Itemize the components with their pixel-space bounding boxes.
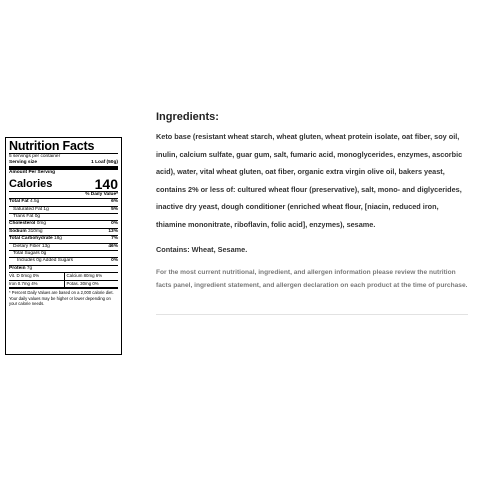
- nutrient-label: Total Sugars: [13, 251, 40, 257]
- nutrient-amount: 7g: [26, 265, 33, 271]
- nutrient-amount: 310mg: [27, 228, 43, 234]
- nutrient-amount: 18g: [53, 236, 62, 242]
- potassium: Potas. 30mg 0%: [64, 281, 119, 287]
- nutrient-row-total-sugars: [9, 250, 118, 257]
- ingredients-list: Keto base (resistant wheat starch, wheat gluten, wheat protein isolate, oat fiber, soy oil, inulin, calcium sulfate, guar gum, salt, fumaric acid, monoglycerides, enzymes, ascorbic acid), water, vital wheat gluten, oat fiber, organic extra virgin olive oil, bakers yeast, contains 2% or less of: cultured wheat flour (preservative), salt, mono- and diglycerides, inactive dry yeast, dough conditioner (enriched wheat flour, [niacin, reduced iron, thiamine mononitrate, riboflavin, folic acid], enzymes), sesame.: [156, 132, 463, 229]
- amount-per-serving-label: Amount Per Serving: [9, 170, 56, 176]
- nutrient-amount: 1g: [43, 206, 49, 212]
- nutrient-row-trans-fat: [9, 213, 118, 220]
- nutrient-dv: 5%: [111, 206, 118, 212]
- nutrient-amount: 4.5g: [29, 199, 40, 205]
- nutrient-label: Saturated Fat: [13, 206, 43, 212]
- nutrient-label: Dietary Fiber: [13, 243, 41, 249]
- nutrient-amount: 0g: [34, 214, 41, 220]
- nutrient-dv: 46%: [108, 243, 118, 249]
- nutrient-amount: 0mg: [36, 221, 47, 227]
- iron: Iron 0.7mg 4%: [9, 280, 38, 286]
- nutrition-facts-title: Nutrition Facts: [9, 139, 95, 153]
- nutrient-dv: 0%: [111, 258, 118, 264]
- nutrient-amount: 0g: [41, 251, 47, 257]
- nutrient-dv: 7%: [111, 236, 118, 242]
- nutrient-label: Total Fat: [9, 199, 29, 205]
- daily-value-header: % Daily Value*: [9, 191, 118, 198]
- nutrition-facts-panel: [5, 137, 122, 355]
- calories-label: Calories: [9, 177, 53, 190]
- nutrient-label: Trans Fat: [13, 214, 34, 220]
- nutrient-row-added-sugars: [9, 257, 118, 264]
- calories-value: 140: [94, 175, 118, 192]
- serving-size-value: 1 Loaf (50g): [91, 160, 118, 165]
- daily-value-footnote: * Percent Daily Values are based on a 2,000 calorie diet. Your daily values may be higher or lower depending on your calorie needs.: [9, 287, 118, 307]
- nutrient-dv: 0%: [111, 221, 118, 227]
- vitamin-row: [9, 280, 118, 287]
- nutrient-label: Protein: [9, 265, 26, 271]
- calories-row: [9, 177, 118, 191]
- nutrient-label: Total Carbohydrate: [9, 236, 53, 242]
- nutrient-row-saturated-fat: [9, 206, 118, 213]
- vitamin-row: [9, 272, 118, 279]
- allergen-statement: Contains: Wheat, Sesame.: [156, 244, 248, 254]
- nutrient-row-total-carbohydrate: [9, 235, 118, 242]
- vitamin-d: Vit. D 0mcg 0%: [9, 273, 40, 279]
- servings-per-container: 5 servings per container: [9, 153, 118, 160]
- nutrient-label: Cholesterol: [9, 221, 36, 227]
- nutrient-label: Includes 0g Added Sugars: [17, 258, 74, 264]
- ingredients-section: [156, 110, 468, 293]
- nutrient-row-sodium: [9, 228, 118, 235]
- nutrient-amount: 13g: [41, 243, 50, 249]
- ingredients-title: Ingredients:: [156, 111, 219, 123]
- nutrient-row-protein: [9, 265, 118, 272]
- divider: [156, 314, 468, 315]
- nutrient-label: Sodium: [9, 228, 27, 234]
- nutrient-dv: 13%: [108, 228, 118, 234]
- serving-size-label: Serving size: [9, 160, 37, 165]
- nutrition-disclaimer: For the most current nutritional, ingredient, and allergen information please review the nutrition facts panel, ingredient statement, and allergen declaration on each product at the time of purchase.: [156, 268, 468, 290]
- nutrient-dv: 6%: [111, 199, 118, 205]
- nutrient-row-cholesterol: [9, 220, 118, 227]
- nutrient-row-total-fat: [9, 198, 118, 205]
- calcium: Calcium 80mg 6%: [64, 273, 119, 279]
- nutrient-row-dietary-fiber: [9, 243, 118, 250]
